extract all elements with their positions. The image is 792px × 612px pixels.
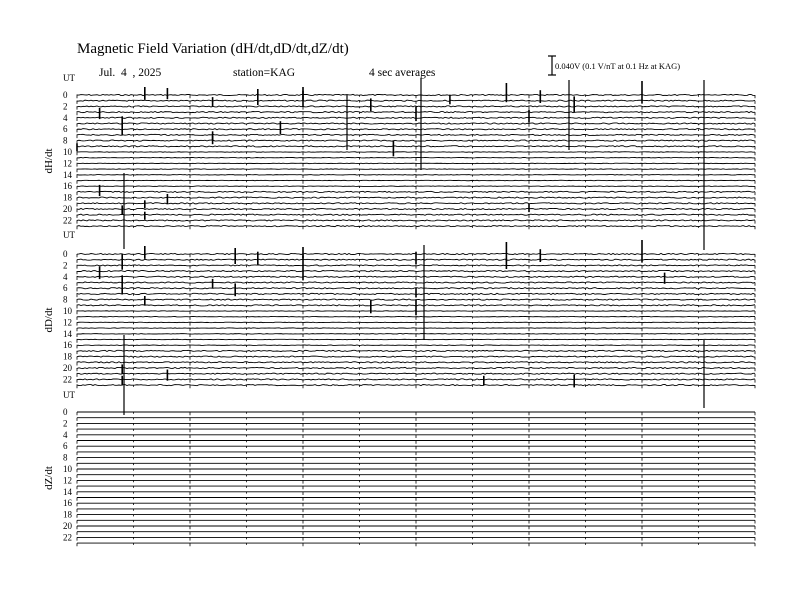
hour-row	[77, 203, 755, 207]
hour-tick-label: 0	[63, 90, 68, 100]
hour-row	[63, 453, 755, 463]
hour-row	[63, 215, 755, 225]
hour-tick-label: 8	[63, 294, 68, 305]
hour-row	[63, 260, 755, 270]
hour-row	[63, 306, 755, 316]
hour-row	[77, 180, 755, 183]
hour-tick-label: 20	[63, 521, 72, 531]
hour-row	[63, 158, 755, 168]
hour-tick-label: 12	[63, 475, 72, 486]
hour-row	[77, 214, 755, 218]
hour-tick-label: 6	[63, 441, 68, 452]
hour-row	[77, 191, 755, 195]
hour-row	[63, 272, 755, 282]
hour-row	[77, 486, 755, 489]
hour-tick-label: 16	[63, 181, 72, 192]
hour-row	[77, 146, 755, 150]
hour-row	[77, 441, 755, 444]
date-label: Jul. 4 , 2025	[99, 67, 162, 79]
hour-row	[77, 532, 755, 535]
hour-tick-label: 22	[63, 374, 72, 385]
hour-row	[63, 430, 755, 440]
hour-row	[63, 113, 755, 123]
hour-row	[77, 362, 755, 366]
hour-tick-label: 6	[63, 124, 68, 135]
panel-ylabel: dZ/dt	[43, 466, 55, 490]
hour-row	[77, 134, 755, 138]
hour-row	[77, 452, 755, 455]
hour-row	[63, 124, 755, 134]
hour-tick-label: 4	[63, 112, 68, 123]
hour-row	[77, 100, 755, 104]
hour-tick-label: 10	[63, 306, 72, 316]
ut-label: UT	[63, 390, 75, 400]
hour-tick-label: 10	[63, 464, 72, 474]
hour-row	[77, 282, 755, 286]
hour-row	[63, 352, 755, 362]
hour-tick-label: 8	[63, 135, 68, 146]
hour-row	[63, 510, 755, 520]
hour-tick-label: 12	[63, 158, 72, 169]
hour-row	[63, 295, 755, 305]
panel-dD-dt	[43, 230, 755, 415]
hour-row	[77, 169, 755, 172]
hour-tick-label: 2	[63, 418, 68, 429]
hour-row	[63, 498, 755, 508]
panels-group	[43, 73, 755, 546]
hour-row	[63, 249, 755, 259]
hour-row	[63, 532, 755, 542]
panel-ylabel: dD/dt	[43, 307, 55, 333]
hour-row	[77, 429, 755, 432]
hour-row	[77, 463, 755, 466]
hour-tick-label: 14	[63, 169, 72, 180]
hour-row	[63, 418, 755, 428]
hour-row	[77, 226, 755, 230]
hour-tick-label: 16	[63, 498, 72, 509]
hour-row	[77, 316, 755, 319]
hour-row	[63, 340, 755, 350]
hour-row	[63, 204, 755, 214]
hour-row	[77, 509, 755, 512]
hour-tick-label: 16	[63, 340, 72, 351]
hour-row	[63, 101, 755, 111]
hour-row	[63, 317, 755, 327]
hour-row	[77, 543, 755, 546]
hour-row	[77, 385, 755, 389]
hour-row	[63, 181, 755, 191]
hour-row	[77, 157, 755, 160]
hour-row	[63, 464, 755, 474]
hour-row	[77, 350, 755, 354]
hour-row	[63, 136, 755, 146]
hour-tick-label: 6	[63, 283, 68, 294]
hour-row	[77, 418, 755, 421]
scale-bar	[548, 56, 680, 75]
hour-row	[77, 498, 755, 501]
hour-tick-label: 12	[63, 317, 72, 328]
hour-tick-label: 4	[63, 271, 68, 282]
hour-tick-label: 20	[63, 363, 72, 373]
hour-row	[63, 407, 755, 417]
hour-tick-label: 4	[63, 429, 68, 440]
ut-label: UT	[63, 73, 75, 83]
hour-row	[77, 271, 755, 275]
hour-tick-label: 0	[63, 249, 68, 259]
station-label: station=KAG	[233, 67, 296, 79]
hour-row	[63, 170, 755, 180]
hour-tick-label: 20	[63, 204, 72, 214]
hour-row	[63, 147, 755, 157]
hour-tick-label: 22	[63, 215, 72, 226]
hour-row	[77, 328, 755, 331]
chart-title: Magnetic Field Variation (dH/dt,dD/dt,dZ/dt)	[77, 41, 349, 57]
hour-tick-label: 0	[63, 407, 68, 417]
hour-tick-label: 18	[63, 351, 72, 362]
hour-row	[77, 475, 755, 478]
hour-row	[63, 487, 755, 497]
hour-tick-label: 2	[63, 101, 68, 112]
hour-row	[63, 475, 755, 485]
hour-tick-label: 10	[63, 147, 72, 157]
hour-row	[77, 339, 755, 342]
scale-label: 0.040V (0.1 V/nT at 0.1 Hz at KAG)	[555, 61, 681, 71]
hour-row	[77, 520, 755, 523]
hour-row	[63, 441, 755, 451]
ut-label: UT	[63, 230, 75, 240]
hour-tick-label: 2	[63, 260, 68, 271]
hour-row	[77, 123, 755, 127]
hour-tick-label: 14	[63, 486, 72, 497]
hour-tick-label: 18	[63, 192, 72, 203]
hour-tick-label: 18	[63, 509, 72, 520]
averaging-label: 4 sec averages	[369, 67, 436, 79]
hour-row	[77, 373, 755, 377]
hour-row	[63, 283, 755, 293]
hour-tick-label: 22	[63, 532, 72, 543]
hour-tick-label: 8	[63, 452, 68, 463]
hour-row	[63, 329, 755, 339]
hour-tick-label: 14	[63, 328, 72, 339]
hour-row	[63, 521, 755, 531]
panel-dH-dt	[43, 73, 755, 250]
panel-ylabel: dH/dt	[43, 148, 55, 174]
panel-dZ-dt	[43, 390, 755, 546]
